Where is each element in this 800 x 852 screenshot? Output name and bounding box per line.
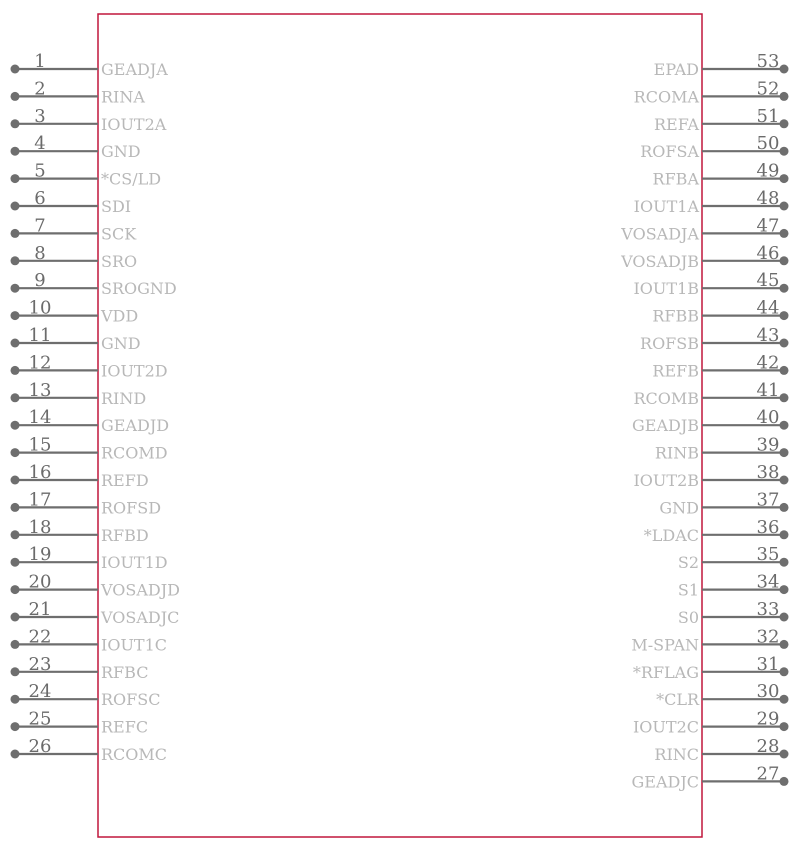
pin-name: ROFSC [101, 690, 161, 710]
pin-terminal-dot [11, 667, 20, 676]
pin-28 [654, 736, 788, 764]
pin-5 [11, 161, 162, 189]
pin-43 [640, 325, 788, 353]
pin-name: REFA [654, 114, 699, 134]
pin-name: *RFLAG [632, 662, 699, 682]
pin-terminal-dot [780, 339, 789, 348]
pin-terminal-dot [11, 92, 20, 101]
pin-terminal-dot [780, 722, 789, 731]
pin-terminal-dot [780, 65, 789, 74]
pin-terminal-dot [780, 476, 789, 485]
pin-number: 32 [756, 626, 780, 648]
pin-name: REFC [101, 717, 149, 737]
pin-16 [11, 462, 149, 490]
pin-terminal-dot [11, 147, 20, 156]
pin-9 [11, 270, 177, 298]
pin-terminal-dot [780, 667, 789, 676]
pin-51 [654, 106, 789, 134]
pin-name: SROGND [101, 279, 177, 299]
pin-name: M-SPAN [631, 635, 699, 655]
pin-name: RINB [654, 443, 699, 463]
pin-name: S2 [677, 553, 699, 573]
pin-terminal-dot [11, 229, 20, 238]
pin-17 [11, 489, 162, 517]
pin-number: 46 [756, 242, 780, 264]
pin-number: 19 [28, 544, 52, 566]
pin-number: 13 [28, 379, 52, 401]
pin-name: REFB [652, 361, 699, 381]
pin-number: 7 [34, 215, 46, 237]
left-pin-group [11, 51, 180, 764]
pin-number: 4 [34, 133, 46, 155]
pin-name: RCOMD [101, 443, 168, 463]
pin-21 [11, 599, 180, 627]
pin-46 [620, 243, 788, 271]
pin-terminal-dot [780, 613, 789, 622]
pin-name: GEADJD [101, 416, 170, 436]
pin-3 [11, 106, 167, 134]
pin-name: EPAD [653, 60, 699, 79]
pin-31 [633, 654, 789, 682]
pin-name: *CS/LD [101, 169, 162, 189]
pin-number: 27 [756, 763, 780, 785]
pin-42 [652, 352, 788, 380]
pin-22 [11, 626, 168, 654]
pin-number: 15 [28, 434, 52, 456]
pin-number: 6 [34, 188, 46, 209]
pin-name: RCOMC [101, 745, 168, 764]
pin-terminal-dot [11, 640, 20, 649]
pin-number: 8 [34, 242, 46, 264]
pin-name: SDI [101, 197, 132, 216]
pin-name: RCOMA [633, 87, 699, 107]
pin-37 [659, 489, 788, 517]
pin-name: GND [101, 142, 141, 162]
pin-name: VOSADJB [621, 251, 699, 271]
pin-name: RFBB [652, 306, 699, 326]
pin-terminal-dot [11, 339, 20, 348]
pin-number: 29 [756, 708, 780, 730]
pin-11 [11, 325, 141, 353]
pin-34 [678, 572, 789, 600]
pin-number: 35 [756, 544, 780, 566]
pin-terminal-dot [11, 284, 20, 293]
pin-number: 34 [756, 571, 780, 593]
pin-38 [633, 462, 788, 490]
pin-number: 48 [756, 188, 780, 209]
pin-name: SCK [101, 224, 137, 244]
pin-48 [634, 188, 789, 216]
pin-number: 45 [756, 270, 780, 292]
pin-terminal-dot [780, 284, 789, 293]
pin-number: 23 [28, 653, 52, 675]
pin-number: 43 [756, 325, 780, 346]
pin-terminal-dot [780, 448, 789, 457]
pin-terminal-dot [780, 174, 789, 183]
pin-41 [633, 380, 788, 408]
pin-name: IOUT2A [101, 114, 167, 134]
pin-number: 49 [756, 160, 780, 182]
pin-24 [11, 681, 161, 709]
pin-12 [11, 352, 168, 380]
pin-1 [11, 51, 169, 79]
pin-14 [11, 407, 170, 435]
pin-7 [11, 215, 138, 243]
pin-terminal-dot [780, 777, 789, 786]
pin-number: 53 [756, 51, 780, 72]
pin-name: RFBD [101, 525, 149, 545]
pin-terminal-dot [780, 147, 789, 156]
pin-terminal-dot [780, 92, 789, 101]
pin-49 [653, 161, 789, 189]
pin-name: RFBA [652, 169, 699, 189]
pin-number: 5 [34, 160, 46, 182]
pin-name: RINA [101, 87, 145, 107]
pin-23 [11, 654, 149, 682]
pin-number: 22 [28, 626, 52, 648]
right-pin-group [620, 51, 788, 791]
pin-35 [678, 544, 789, 572]
pin-number: 14 [28, 407, 52, 429]
pin-45 [633, 270, 788, 298]
pin-47 [620, 215, 788, 243]
pin-number: 11 [28, 325, 52, 346]
pin-terminal-dot [780, 311, 789, 320]
pin-name: GEADJC [631, 772, 699, 792]
pin-terminal-dot [11, 174, 20, 183]
pin-number: 44 [756, 297, 780, 319]
pin-terminal-dot [780, 750, 789, 759]
pin-terminal-dot [780, 585, 789, 594]
pin-number: 52 [756, 78, 780, 100]
pin-18 [11, 517, 149, 545]
pin-33 [678, 599, 789, 627]
pin-terminal-dot [780, 119, 789, 128]
pin-terminal-dot [780, 530, 789, 539]
pin-13 [11, 380, 147, 408]
pin-terminal-dot [11, 503, 20, 512]
pin-terminal-dot [11, 311, 20, 320]
pin-8 [11, 243, 138, 271]
pin-terminal-dot [780, 366, 789, 375]
pin-name: ROFSD [101, 498, 162, 518]
pin-number: 50 [756, 133, 780, 155]
pin-50 [640, 133, 788, 161]
pin-6 [11, 188, 132, 216]
pin-name: IOUT2D [101, 361, 168, 381]
pin-30 [656, 681, 788, 709]
pin-terminal-dot [780, 229, 789, 238]
ic-body-outline [98, 14, 702, 837]
pin-number: 36 [756, 516, 780, 538]
pin-terminal-dot [11, 695, 20, 704]
pin-number: 42 [756, 352, 780, 374]
pin-name: GEADJB [631, 416, 699, 436]
pin-number: 33 [756, 599, 780, 620]
pin-number: 1 [34, 51, 46, 72]
pin-number: 25 [28, 708, 52, 730]
pin-name: RFBC [101, 662, 149, 682]
pin-4 [11, 133, 141, 161]
pin-15 [11, 435, 168, 463]
pin-number: 9 [34, 270, 46, 292]
pin-terminal-dot [11, 558, 20, 567]
pin-name: VOSADJC [101, 608, 180, 627]
pin-terminal-dot [11, 750, 20, 759]
pin-40 [632, 407, 789, 435]
pin-number: 16 [28, 462, 52, 483]
pin-name: IOUT2C [632, 717, 699, 737]
pin-26 [11, 736, 168, 764]
pin-2 [11, 78, 146, 106]
pin-name: ROFSA [640, 142, 699, 162]
pin-32 [631, 626, 788, 654]
pin-name: ROFSB [640, 334, 699, 353]
pin-name: VOSADJD [101, 580, 180, 600]
pin-20 [11, 572, 180, 600]
pin-terminal-dot [11, 448, 20, 457]
pin-name: IOUT1B [633, 279, 699, 299]
pin-terminal-dot [780, 695, 789, 704]
pin-terminal-dot [11, 65, 20, 74]
pin-terminal-dot [11, 476, 20, 485]
pin-number: 26 [28, 736, 52, 757]
pin-terminal-dot [780, 393, 789, 402]
pin-number: 47 [756, 215, 780, 237]
pin-number: 18 [28, 516, 52, 538]
pin-terminal-dot [11, 202, 20, 211]
pin-10 [11, 298, 139, 326]
pin-number: 40 [756, 407, 780, 429]
pin-name: VDD [101, 306, 139, 326]
pin-terminal-dot [11, 421, 20, 430]
pin-number: 3 [34, 105, 46, 127]
pin-39 [655, 435, 789, 463]
pin-terminal-dot [780, 256, 789, 265]
pin-number: 31 [756, 653, 780, 675]
pin-number: 37 [756, 489, 780, 511]
pin-number: 24 [28, 681, 52, 703]
pin-27 [632, 763, 789, 791]
pin-terminal-dot [780, 503, 789, 512]
pin-name: *CLR [656, 690, 699, 710]
pin-number: 20 [28, 571, 52, 593]
pin-number: 17 [28, 489, 52, 511]
pin-53 [654, 51, 789, 79]
pin-number: 38 [756, 462, 780, 483]
pin-terminal-dot [780, 202, 789, 211]
pin-19 [11, 544, 168, 572]
pin-number: 30 [756, 681, 780, 703]
pin-number: 41 [756, 379, 780, 401]
pin-name: IOUT1C [101, 635, 168, 655]
pin-name: GND [659, 498, 699, 518]
pin-name: S0 [677, 608, 699, 627]
pin-29 [633, 709, 789, 737]
pin-name: SRO [101, 251, 138, 271]
pin-terminal-dot [11, 256, 20, 265]
pin-number: 10 [28, 297, 52, 319]
pin-terminal-dot [11, 722, 20, 731]
pin-36 [644, 517, 789, 545]
pin-name: GEADJA [101, 60, 168, 79]
pin-52 [634, 78, 789, 106]
pin-44 [652, 298, 788, 326]
pin-terminal-dot [780, 421, 789, 430]
pin-number: 2 [34, 78, 46, 100]
pin-name: S1 [677, 580, 699, 600]
pin-number: 39 [756, 434, 780, 456]
pin-number: 51 [756, 105, 780, 127]
pin-name: IOUT2B [633, 471, 699, 490]
pin-terminal-dot [11, 613, 20, 622]
pin-name: *LDAC [643, 525, 699, 545]
pin-terminal-dot [780, 640, 789, 649]
pin-terminal-dot [11, 530, 20, 539]
pin-terminal-dot [11, 119, 20, 128]
pin-number: 28 [756, 736, 780, 757]
pin-terminal-dot [11, 393, 20, 402]
pin-name: RIND [101, 388, 147, 408]
pin-name: REFD [101, 471, 149, 490]
pin-name: VOSADJA [621, 224, 699, 244]
pin-name: RCOMB [633, 388, 699, 408]
pin-name: IOUT1A [633, 197, 699, 216]
pin-name: GND [101, 334, 141, 353]
pin-number: 12 [28, 352, 52, 374]
pin-terminal-dot [11, 366, 20, 375]
pin-name: RINC [654, 745, 699, 764]
pin-terminal-dot [780, 558, 789, 567]
pin-number: 21 [28, 599, 52, 620]
pin-name: IOUT1D [101, 553, 168, 573]
pin-25 [11, 709, 149, 737]
pin-terminal-dot [11, 585, 20, 594]
